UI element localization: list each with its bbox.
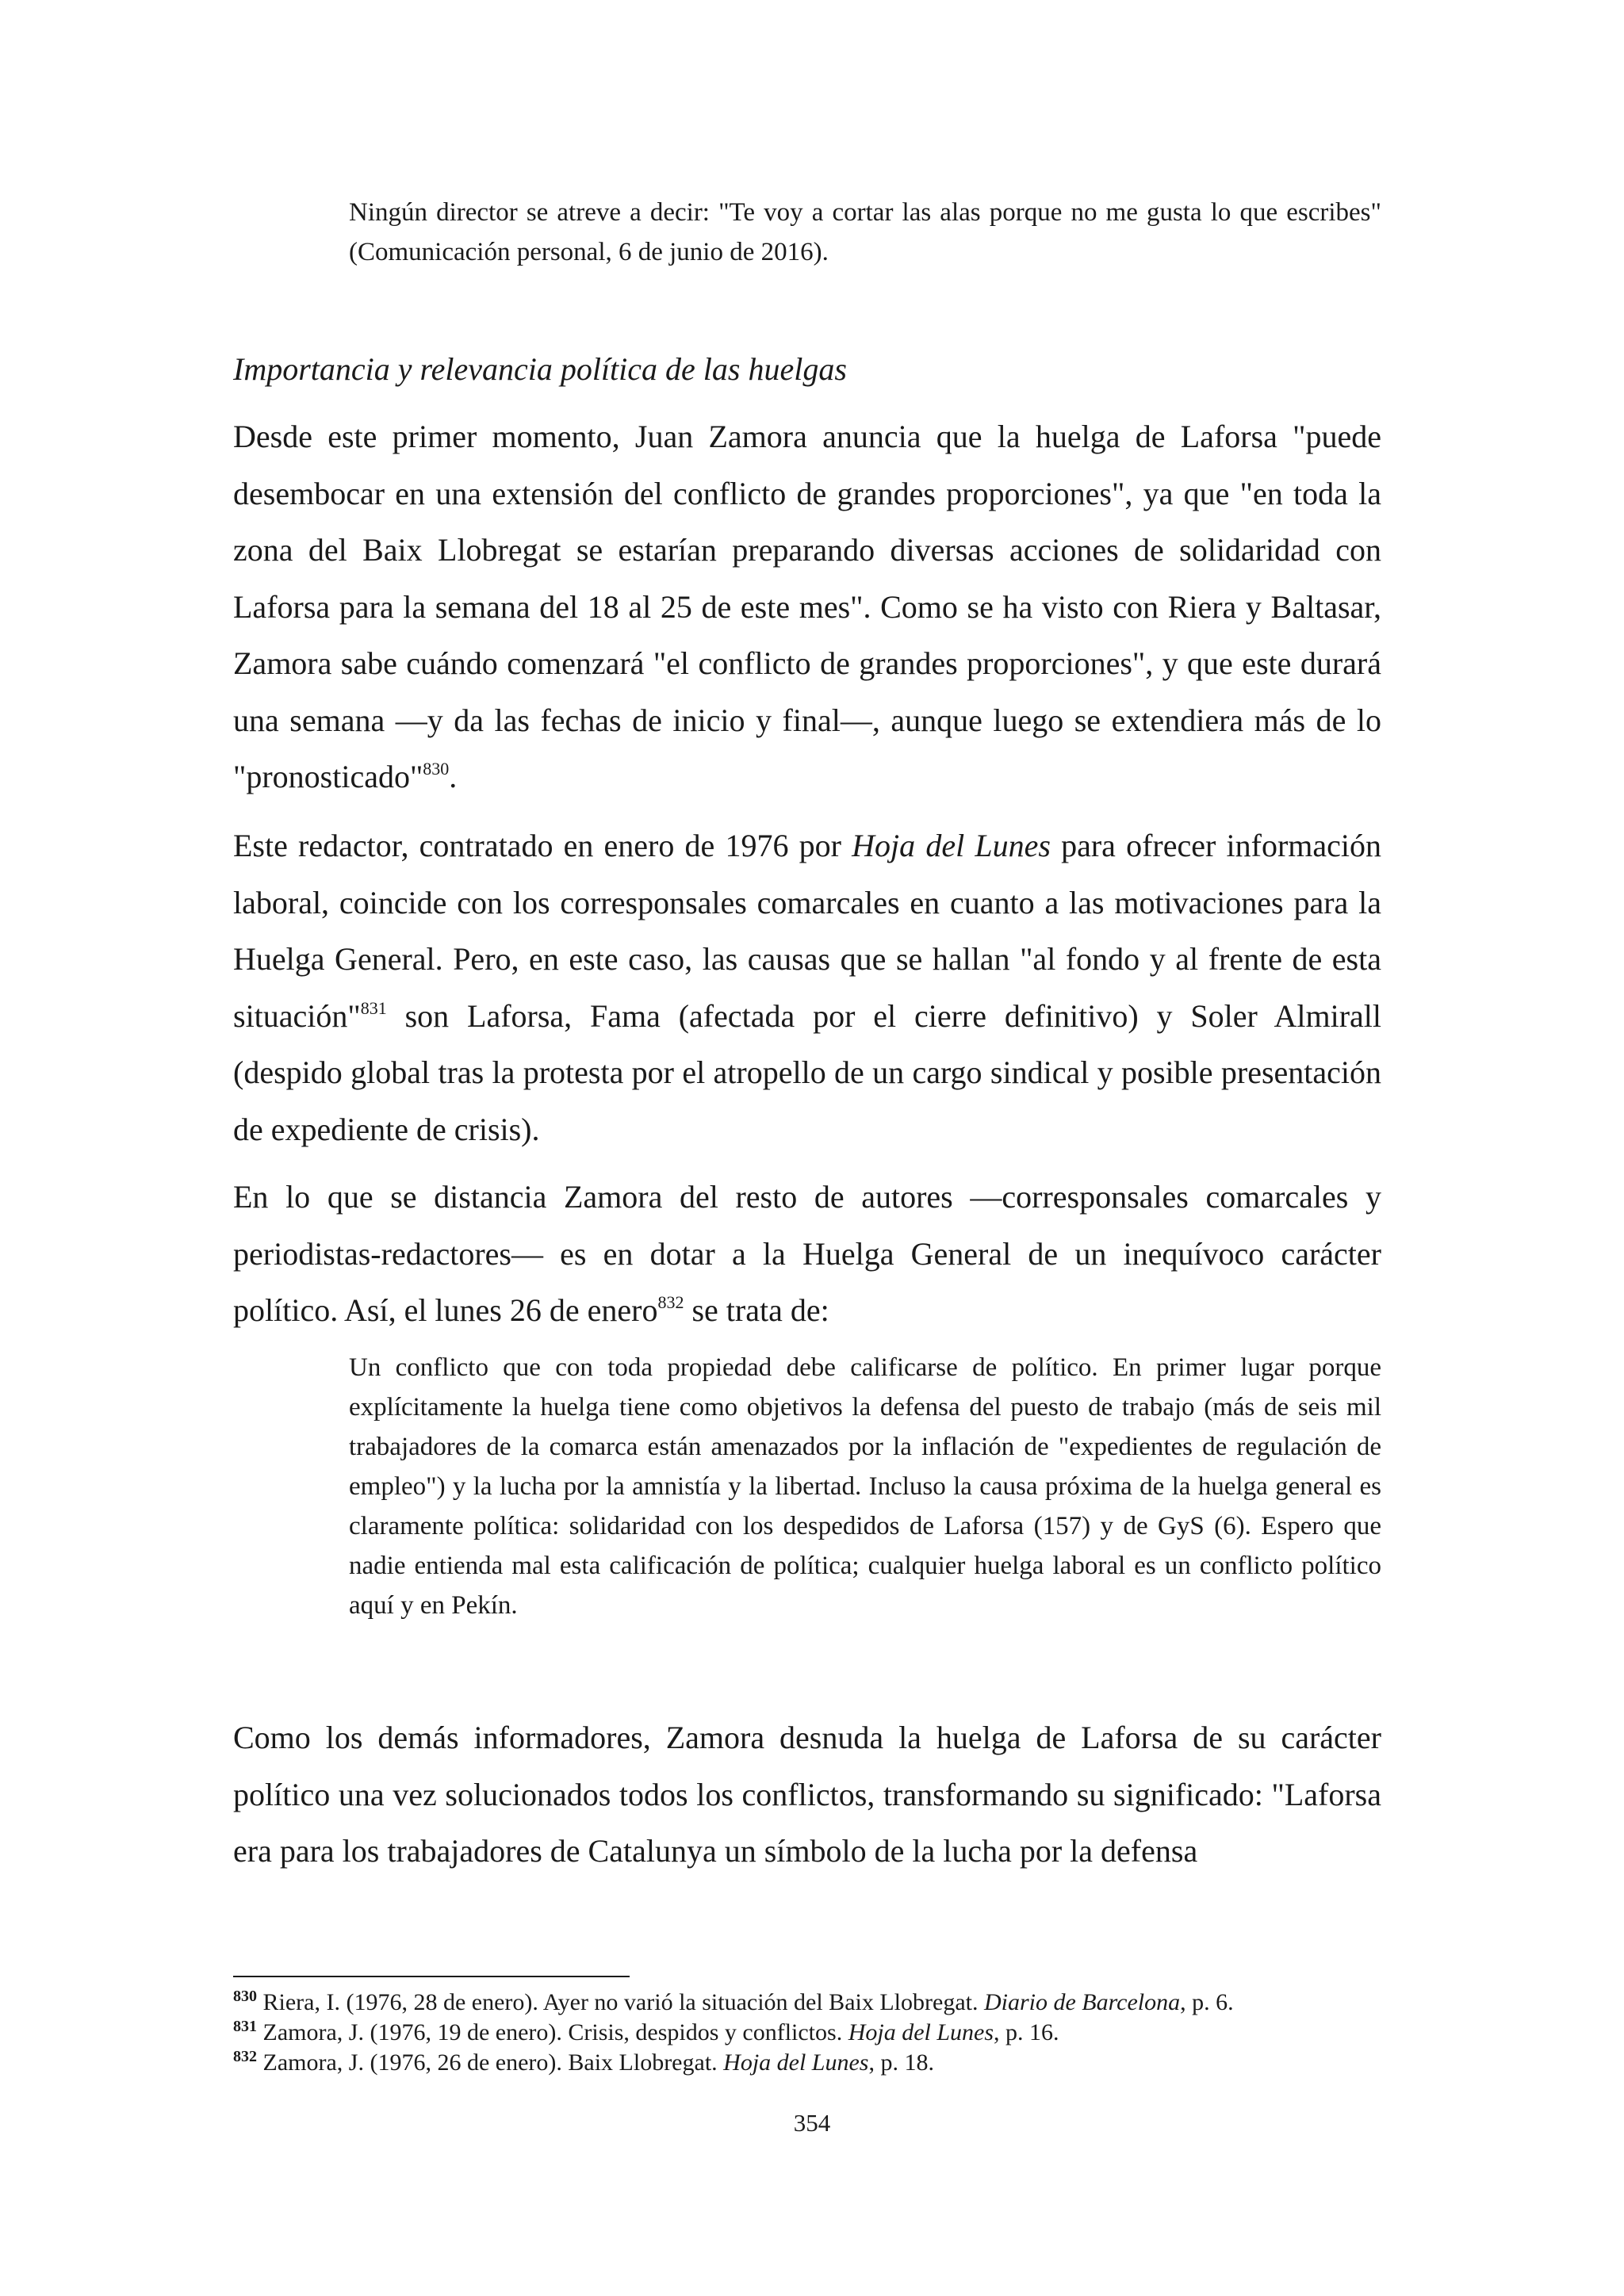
footnote-831 <box>233 2018 1381 2048</box>
paragraph-tail: . <box>449 759 458 794</box>
footnote-ref-831: 831 <box>360 997 387 1018</box>
publication-title: Hoja del Lunes <box>723 2049 869 2076</box>
footnote-ref-832: 832 <box>657 1292 684 1312</box>
footnote-text: Riera, I. (1976, 28 de enero). Ayer no varió la situación del Baix Llobregat. <box>257 1989 984 2015</box>
footnotes <box>233 1988 1381 2078</box>
paragraph-text: para ofrecer información laboral, coincide con los corresponsales comarcales en cuanto a las motivaciones para la Huelga General. Pero, en este caso, las causas que se hallan "al fondo y al frente de esta situación" <box>233 828 1381 1034</box>
footnote-tail: , p. 18. <box>868 2049 934 2076</box>
block-quote-top <box>349 193 1381 272</box>
paragraph-text: Este redactor, contratado en enero de 1976 por <box>233 828 852 863</box>
footnote-text: Zamora, J. (1976, 26 de enero). Baix Llobregat. <box>257 2049 724 2076</box>
paragraph-text: se trata de: <box>684 1292 829 1328</box>
block-quote-text: Ningún director se atreve a decir: "Te voy a cortar las alas porque no me gusta lo que escribes" (Comunicación personal, 6 de junio de 2016). <box>349 198 1381 266</box>
block-quote-middle <box>349 1348 1381 1625</box>
paragraph-3 <box>233 1169 1381 1339</box>
footnote-832 <box>233 2048 1381 2078</box>
footnote-tail: , p. 16. <box>994 2019 1059 2045</box>
footnote-number: 831 <box>233 2018 257 2035</box>
footnote-text: Zamora, J. (1976, 19 de enero). Crisis, despidos y conflictos. <box>257 2019 848 2045</box>
footnote-830 <box>233 1988 1381 2018</box>
paragraph-text: En lo que se distancia Zamora del resto de autores —corresponsales comarcales y periodistas-redactores— es en dotar a la Huelga General de un inequívoco carácter político. Así, el lunes 26 de enero <box>233 1179 1381 1328</box>
paragraph-text: Desde este primer momento, Juan Zamora anuncia que la huelga de Laforsa "puede desembocar en una extensión del conflicto de grandes proporciones", ya que "en toda la zona del Baix Llobregat se estarían preparando diversas acciones de solidaridad con Laforsa para la semana del 18 al 25 de este mes". Como se ha visto con Riera y Baltasar, Zamora sabe cuándo comenzará "el conflicto de grandes proporciones", y que este durará una semana —y da las fechas de inicio y final—, aunque luego se extendiera más de lo "pronosticado" <box>233 419 1381 794</box>
publication-title: Diario de Barcelona <box>983 1989 1181 2015</box>
footnote-number: 830 <box>233 1988 257 2005</box>
paragraph-text: Como los demás informadores, Zamora desnuda la huelga de Laforsa de su carácter político una vez solucionados todos los conflictos, transformando su significado: "Laforsa era para los trabajadores de Catalunya un símbolo de la lucha por la defensa <box>233 1720 1381 1869</box>
paragraph-4 <box>233 1709 1381 1880</box>
footnote-number: 832 <box>233 2048 257 2065</box>
paragraph-2 <box>233 817 1381 1158</box>
publication-title: Hoja del Lunes <box>852 828 1051 863</box>
paragraph-1 <box>233 408 1381 806</box>
footnote-ref-830: 830 <box>423 759 450 779</box>
page-number: 354 <box>793 2109 831 2137</box>
footnote-tail: , p. 6. <box>1180 1989 1234 2015</box>
publication-title: Hoja del Lunes <box>848 2019 994 2045</box>
section-heading: Importancia y relevancia política de las huelgas <box>233 351 847 387</box>
footnote-divider <box>233 1976 630 1977</box>
block-quote-text: Un conflicto que con toda propiedad debe calificarse de político. En primer lugar porque explícitamente la huelga tiene como objetivos la defensa del puesto de trabajo (más de seis mil trabajadores de la comarca están amenazados por la inflación de "expedientes de regulación de empleo") y la lucha por la amnistía y la libertad. Incluso la causa próxima de la huelga general es claramente política: solidaridad con los despedidos de Laforsa (157) y de GyS (6). Espero que nadie entienda mal esta calificación de política; cualquier huelga laboral es un conflicto político aquí y en Pekín. <box>349 1353 1381 1620</box>
paragraph-text: son Laforsa, Fama (afectada por el cierre definitivo) y Soler Almirall (despido global tras la protesta por el atropello de un cargo sindical y posible presentación de expediente de crisis). <box>233 997 1381 1147</box>
